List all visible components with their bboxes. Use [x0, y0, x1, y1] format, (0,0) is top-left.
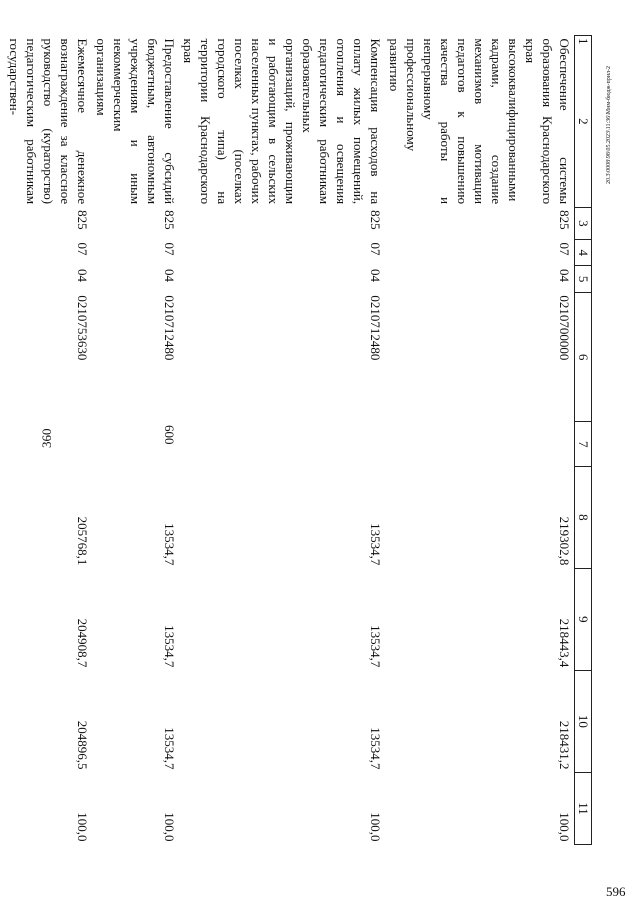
cell-col10: 13534,7 [368, 727, 383, 770]
cell-col9: 218443,4 [557, 618, 572, 668]
cell-col10: 204896,5 [75, 720, 90, 770]
table-row [385, 36, 575, 845]
header-cell: 5 [575, 266, 592, 292]
cell-section: 07 [368, 242, 383, 256]
header-cell: 9 [575, 568, 592, 670]
cell-ministry: 825 [368, 210, 383, 230]
cell-subsection: 04 [75, 268, 90, 282]
cell-target-code: 0210753630 [75, 295, 90, 361]
cell-target-code: 0210700000 [557, 295, 572, 361]
row-description: Ежемесячное денежное вознаграждение за классное руководство (кураторство) педагогическим работникам государствен- [7, 38, 90, 205]
cell-col9: 13534,7 [162, 625, 177, 668]
budget-table [5, 35, 592, 845]
cell-section: 07 [75, 242, 90, 256]
header-cell: 6 [575, 292, 592, 422]
cell-expense-type [179, 422, 385, 466]
table-row [5, 36, 92, 845]
cell-subsection: 04 [557, 268, 572, 282]
header-cell: 2 [575, 36, 592, 208]
cell-target-code: 0210712480 [368, 295, 383, 361]
header-cell: 3 [575, 207, 592, 239]
cell-col11: 100,0 [162, 812, 177, 842]
header-cell: 10 [575, 670, 592, 772]
row-description: Предоставление субсидий бюджетным, автономным учреждениям и иным некоммерческим организациям [94, 38, 177, 205]
cell-expense-type [5, 422, 92, 466]
table-row [92, 36, 179, 845]
cell-col11: 100,0 [368, 812, 383, 842]
row-description: Обеспечение системы образования Краснодарского края высококвалифицированными кадрами, создание механизмов мотивации педагогов к повышению качества работы и непрерывному профессиональному развитию [387, 38, 572, 205]
cell-col10: 218431,2 [557, 720, 572, 770]
table-header-row: 1 2 3 4 5 6 7 8 9 10 11 [575, 36, 592, 845]
header-cell: 8 [575, 466, 592, 568]
page-number: 360 [39, 428, 54, 448]
cell-col8: 13534,7 [368, 523, 383, 566]
cell-col11: 100,0 [75, 812, 90, 842]
header-cell: 11 [575, 772, 592, 844]
cell-col8: 219302,8 [557, 516, 572, 566]
cell-col9: 204908,7 [75, 618, 90, 668]
table-row [179, 36, 385, 845]
sheet-number: 596 [606, 884, 626, 899]
cell-ministry: 825 [75, 210, 90, 230]
cell-col9: 13534,7 [368, 625, 383, 668]
row-description: Компенсация расходов на оплату жилых помещений, отопления и освещения педагогическим работникам образовательных организаций, проживающим и работающим в сельских населенных пунктах, рабочих поселках (поселках городского типа) на территории Краснодарского края [181, 38, 383, 205]
cell-expense-type: 600 [162, 424, 177, 445]
cell-target-code: 0210712480 [162, 295, 177, 361]
cell-ministry: 825 [557, 210, 572, 230]
header-cell: 7 [575, 422, 592, 466]
cell-col10: 13534,7 [162, 727, 177, 770]
cell-col8: 205768,1 [75, 516, 90, 566]
cell-subsection: 04 [162, 268, 177, 282]
cell-col11: 100,0 [557, 812, 572, 842]
document-stamp: 20.3\0008\98\05.2023\11:36\Мнм-бюдж-прил-2 [606, 66, 612, 184]
header-cell: 4 [575, 240, 592, 266]
cell-expense-type [385, 422, 575, 466]
cell-section: 07 [557, 242, 572, 256]
cell-ministry: 825 [162, 210, 177, 230]
cell-col8: 13534,7 [162, 523, 177, 566]
cell-subsection: 04 [368, 268, 383, 282]
cell-section: 07 [162, 242, 177, 256]
